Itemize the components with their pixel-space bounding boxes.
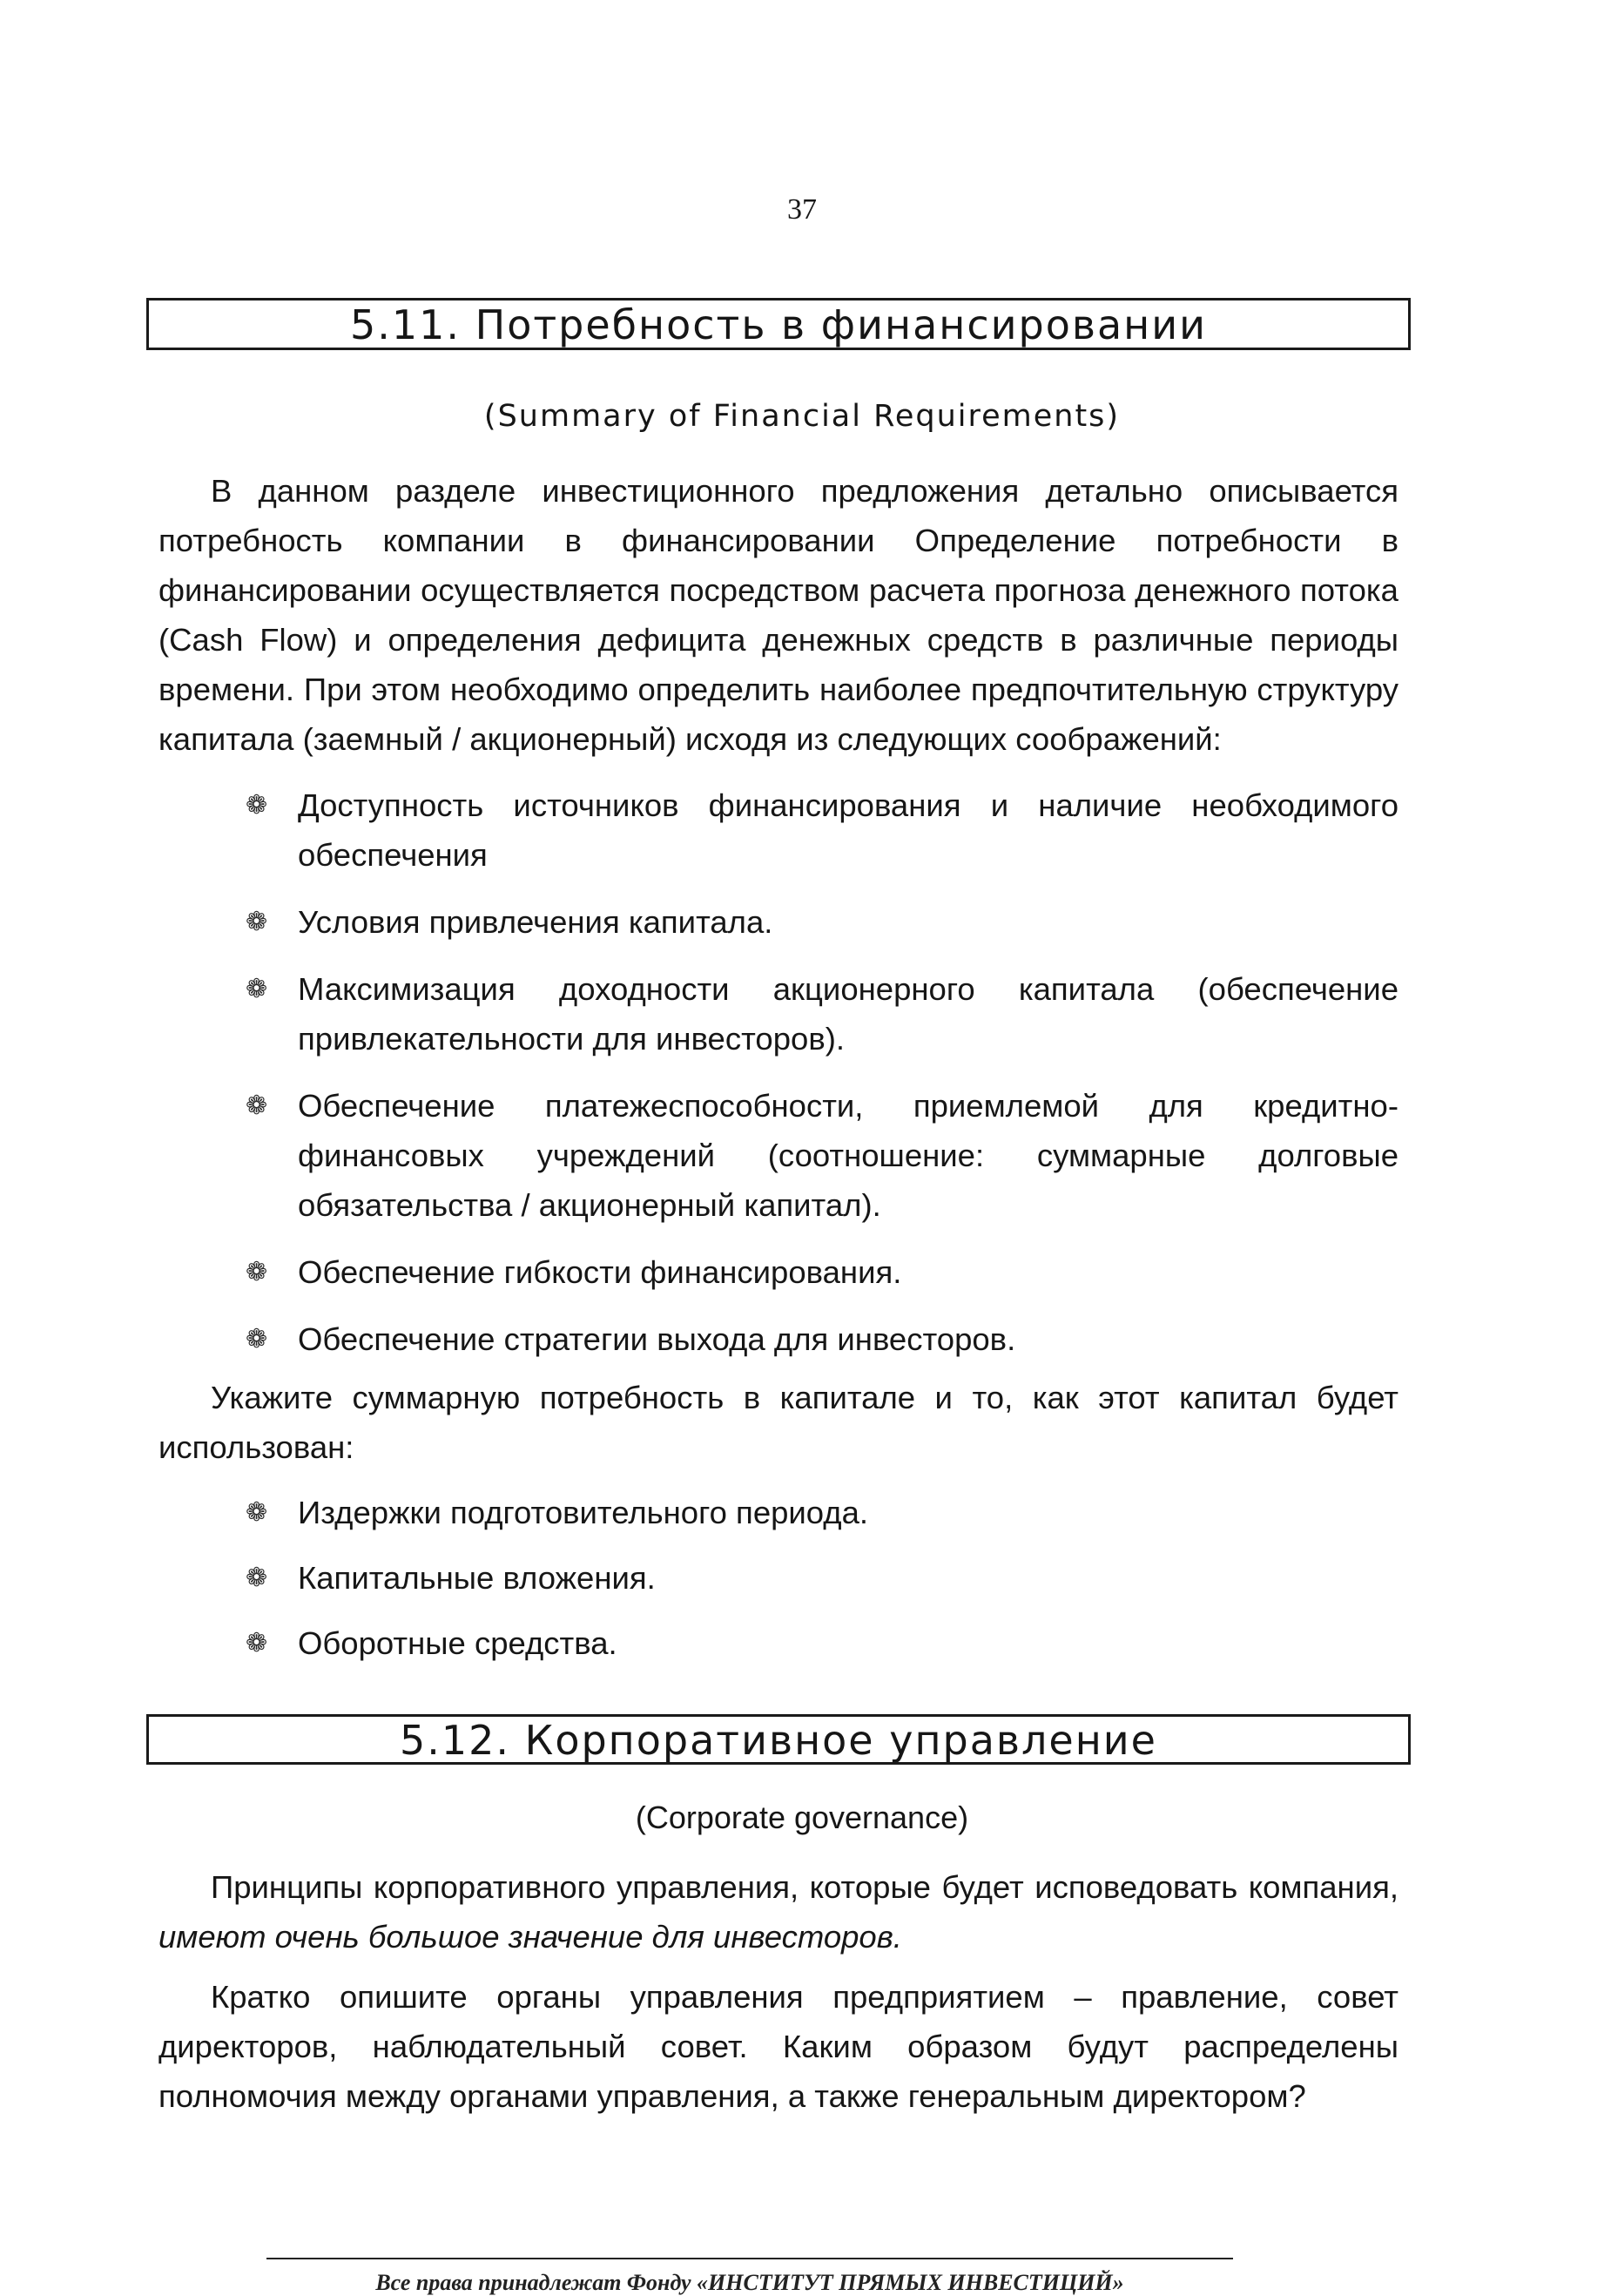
bullet-icon: ❁ [246,975,268,1003]
list-item-text: Обеспечение платежеспособности, приемлемой для кредитно-финансовых учреждений (соотношение: суммарные долговые обязательства / акционерный капитал). [298,1088,1398,1223]
bullet-icon: ❁ [246,908,268,936]
capital-usage-paragraph: Укажите суммарную потребность в капитале и то, как этот капитал будет использован: [158,1380,1398,1465]
bullet-icon: ❁ [246,1629,268,1658]
page-number: 37 [787,193,817,226]
bullet-icon: ❁ [246,1258,268,1286]
footer-divider [266,2258,1233,2259]
list-item [246,964,1398,1064]
list-item [246,1247,1398,1297]
section-subtitle-corporate-governance: (Corporate governance) [635,1800,969,1835]
governance-principles-paragraph [158,1862,1398,1962]
capital-usage-list [246,1488,1398,1684]
list-item-text: Издержки подготовительного периода. [298,1495,869,1530]
capital-structure-considerations-list [246,780,1398,1381]
bullet-icon: ❁ [246,1563,268,1592]
bullet-icon: ❁ [246,1498,268,1527]
financing-intro-paragraph: В данном разделе инвестиционного предложения детально описывается потребность компании в финансировании Определение потребности в финансировании осуществляется посредством расчета прогноза денежного потока (Cash Flow) и определения дефицита денежных средств в различные периоды времени. При этом необходимо определить наиболее предпочтительную структуру капитала (заемный / акционерный) исходя из следующих соображений: [158,473,1398,757]
list-item-text: Обеспечение стратегии выхода для инвесторов. [298,1321,1016,1357]
bullet-icon: ❁ [246,1091,268,1120]
footer-copyright: Все права принадлежат Фонду «ИНСТИТУТ ПРЯМЫХ ИНВЕСТИЦИЙ» [375,2270,1124,2295]
list-item-text: Обеспечение гибкости финансирования. [298,1254,902,1290]
list-item [246,1081,1398,1230]
list-item-text: Доступность источников финансирования и наличие необходимого обеспечения [298,787,1398,873]
list-item [246,1553,1398,1603]
list-item [246,1314,1398,1364]
list-item-text: Капитальные вложения. [298,1560,656,1596]
list-item-text: Максимизация доходности акционерного капитала (обеспечение привлекательности для инвесторов). [298,971,1398,1057]
list-item-text: Оборотные средства. [298,1625,617,1661]
list-item-text: Условия привлечения капитала. [298,904,773,940]
bullet-icon: ❁ [246,791,268,820]
bullet-icon: ❁ [246,1325,268,1354]
list-item [246,897,1398,947]
governance-principles-emphasis: имеют очень большое значение для инвесторов. [158,1919,902,1955]
list-item [246,1488,1398,1537]
list-item [246,1618,1398,1668]
list-item [246,780,1398,880]
section-title-financial-requirements: 5.11. Потребность в финансировании [146,298,1411,350]
governance-bodies-paragraph: Кратко опишите органы управления предприятием – правление, совет директоров, наблюдательный совет. Каким образом будут распределены полномочия между органами управления, а также генеральным директором? [158,1979,1398,2114]
section-title-corporate-governance: 5.12. Корпоративное управление [146,1714,1411,1765]
governance-principles-text: Принципы корпоративного управления, которые будет исповедовать компания, [211,1869,1398,1905]
section-subtitle-financial-requirements: (Summary of Financial Requirements) [483,399,1121,434]
